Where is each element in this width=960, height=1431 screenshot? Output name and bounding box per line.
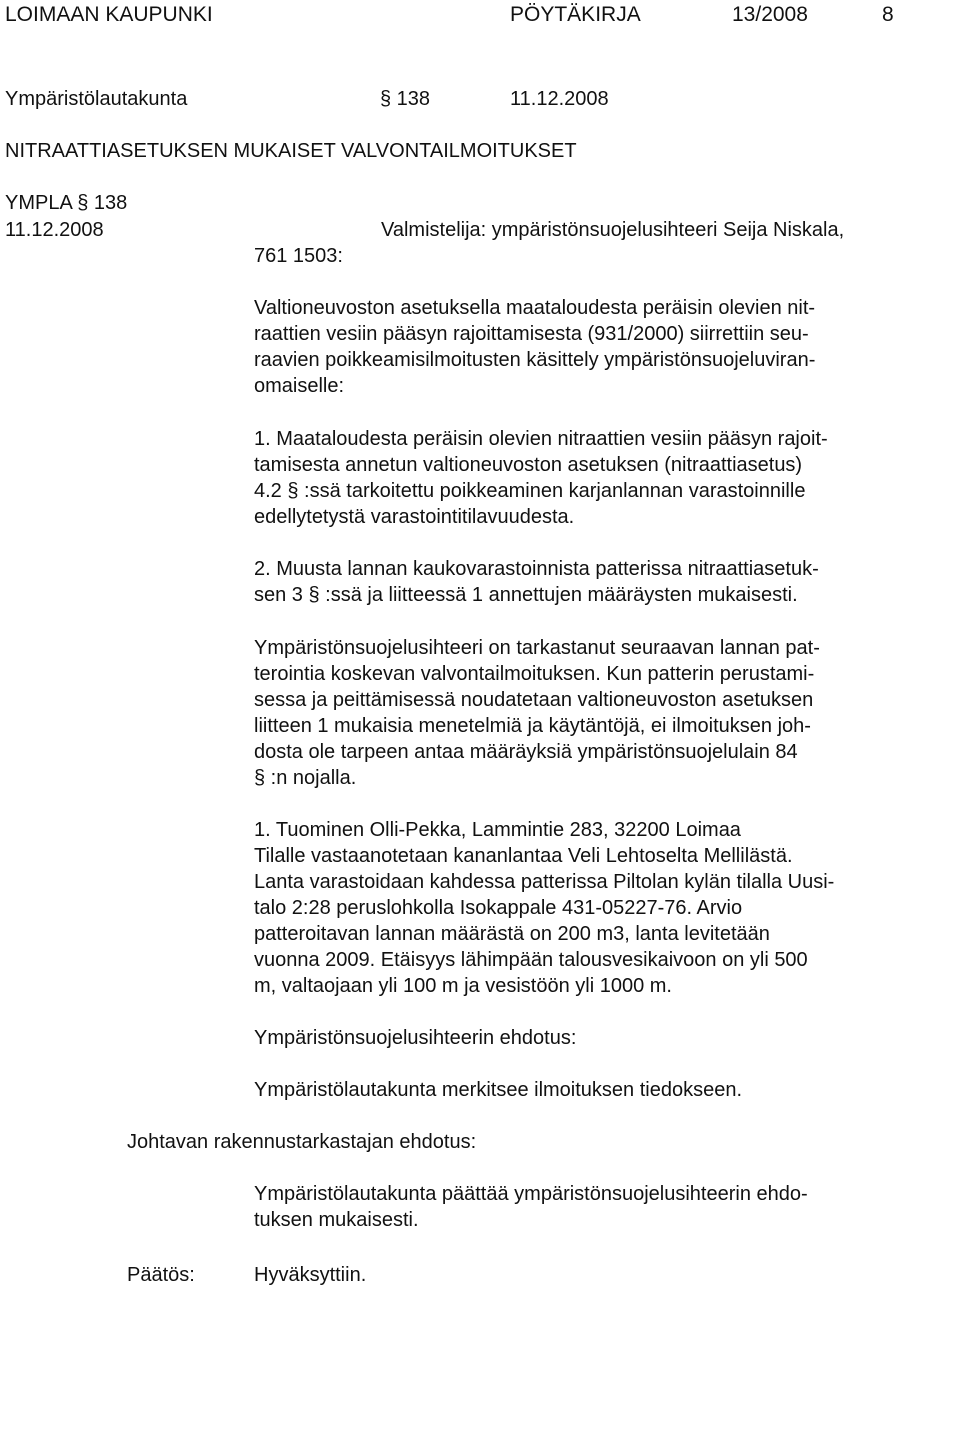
item-1-line: 4.2 § :ssä tarkoitettu poikkeaminen karjanlannan varastoinnille: [254, 480, 806, 502]
board-name: Ympäristölautakunta: [5, 88, 188, 110]
director-text-line: Ympäristölautakunta päättää ympäristönsuojelusihteerin ehdo-: [254, 1183, 808, 1205]
case-1-line: Tilalle vastaanotetaan kananlantaa Veli Lehtoselta Mellilästä.: [254, 845, 793, 867]
item-2-line: 2. Muusta lannan kaukovarastoinnista patterissa nitraattiasetuk-: [254, 558, 819, 580]
decision-label: Päätös:: [127, 1264, 195, 1286]
proposal-text: Ympäristölautakunta merkitsee ilmoituksen tiedokseen.: [254, 1079, 743, 1101]
case-1-line: m, valtaojaan yli 100 m ja vesistöön yli 1000 m.: [254, 975, 672, 997]
review-line: sessa ja peittämisessä noudatetaan valtioneuvoston asetuksen: [254, 689, 814, 711]
proposal-heading: Ympäristönsuojelusihteerin ehdotus:: [254, 1027, 577, 1049]
decision-text: Hyväksyttiin.: [254, 1264, 367, 1286]
document-issue: 13/2008: [732, 3, 808, 26]
review-line: dosta ole tarpeen antaa määräyksiä ympäristönsuojelulain 84: [254, 741, 798, 763]
intro-line: raavien poikkeamisilmoitusten käsittely ympäristönsuojeluviran-: [254, 349, 816, 371]
item-2-line: sen 3 § :ssä ja liitteessä 1 annettujen määräysten mukaisesti.: [254, 584, 798, 606]
intro-line: Valtioneuvoston asetuksella maataloudesta peräisin olevien nit-: [254, 297, 816, 319]
review-line: terointia koskevan valvontailmoituksen. Kun patterin perustami-: [254, 663, 815, 685]
review-line: Ympäristönsuojelusihteeri on tarkastanut seuraavan lannan pat-: [254, 637, 820, 659]
director-heading: Johtavan rakennustarkastajan ehdotus:: [127, 1131, 477, 1153]
case-1-line: patteroitavan lannan määrästä on 200 m3, lanta levitetään: [254, 923, 770, 945]
case-1-line: talo 2:28 peruslohkolla Isokappale 431-05227-76. Arvio: [254, 897, 743, 919]
item-1-line: edellytetystä varastointitilavuudesta.: [254, 506, 575, 528]
reference-code: YMPLA § 138: [5, 192, 128, 214]
case-1-line: Lanta varastoidaan kahdessa patterissa Piltolan kylän tilalla Uusi-: [254, 871, 835, 893]
review-line: § :n nojalla.: [254, 767, 357, 789]
intro-line: raattien vesiin pääsyn rajoittamisesta (931/2000) siirrettiin seu-: [254, 323, 809, 345]
item-1-line: tamisesta annetun valtioneuvoston asetuksen (nitraattiasetus): [254, 454, 803, 476]
page-number: 8: [882, 3, 894, 26]
preparer-line-1: Valmistelija: ympäristönsuojelusihteeri Seija Niskala,: [381, 219, 845, 241]
meeting-date: 11.12.2008: [510, 88, 609, 110]
document-type: PÖYTÄKIRJA: [510, 3, 641, 26]
reference-date: 11.12.2008: [5, 219, 104, 241]
section-number: § 138: [380, 88, 431, 110]
review-line: liitteen 1 mukaisia menetelmiä ja käytäntöjä, ei ilmoituksen joh-: [254, 715, 811, 737]
director-text-line: tuksen mukaisesti.: [254, 1209, 419, 1231]
topic-title: NITRAATTIASETUKSEN MUKAISET VALVONTAILMOITUKSET: [5, 140, 577, 162]
preparer-line-2: 761 1503:: [254, 245, 343, 267]
intro-line: omaiselle:: [254, 375, 345, 397]
municipality-name: LOIMAAN KAUPUNKI: [5, 3, 213, 26]
case-1-line: 1. Tuominen Olli-Pekka, Lammintie 283, 32200 Loimaa: [254, 819, 741, 841]
item-1-line: 1. Maataloudesta peräisin olevien nitraattien vesiin pääsyn rajoit-: [254, 428, 828, 450]
case-1-line: vuonna 2009. Etäisyys lähimpään talousvesikaivoon on yli 500: [254, 949, 808, 971]
